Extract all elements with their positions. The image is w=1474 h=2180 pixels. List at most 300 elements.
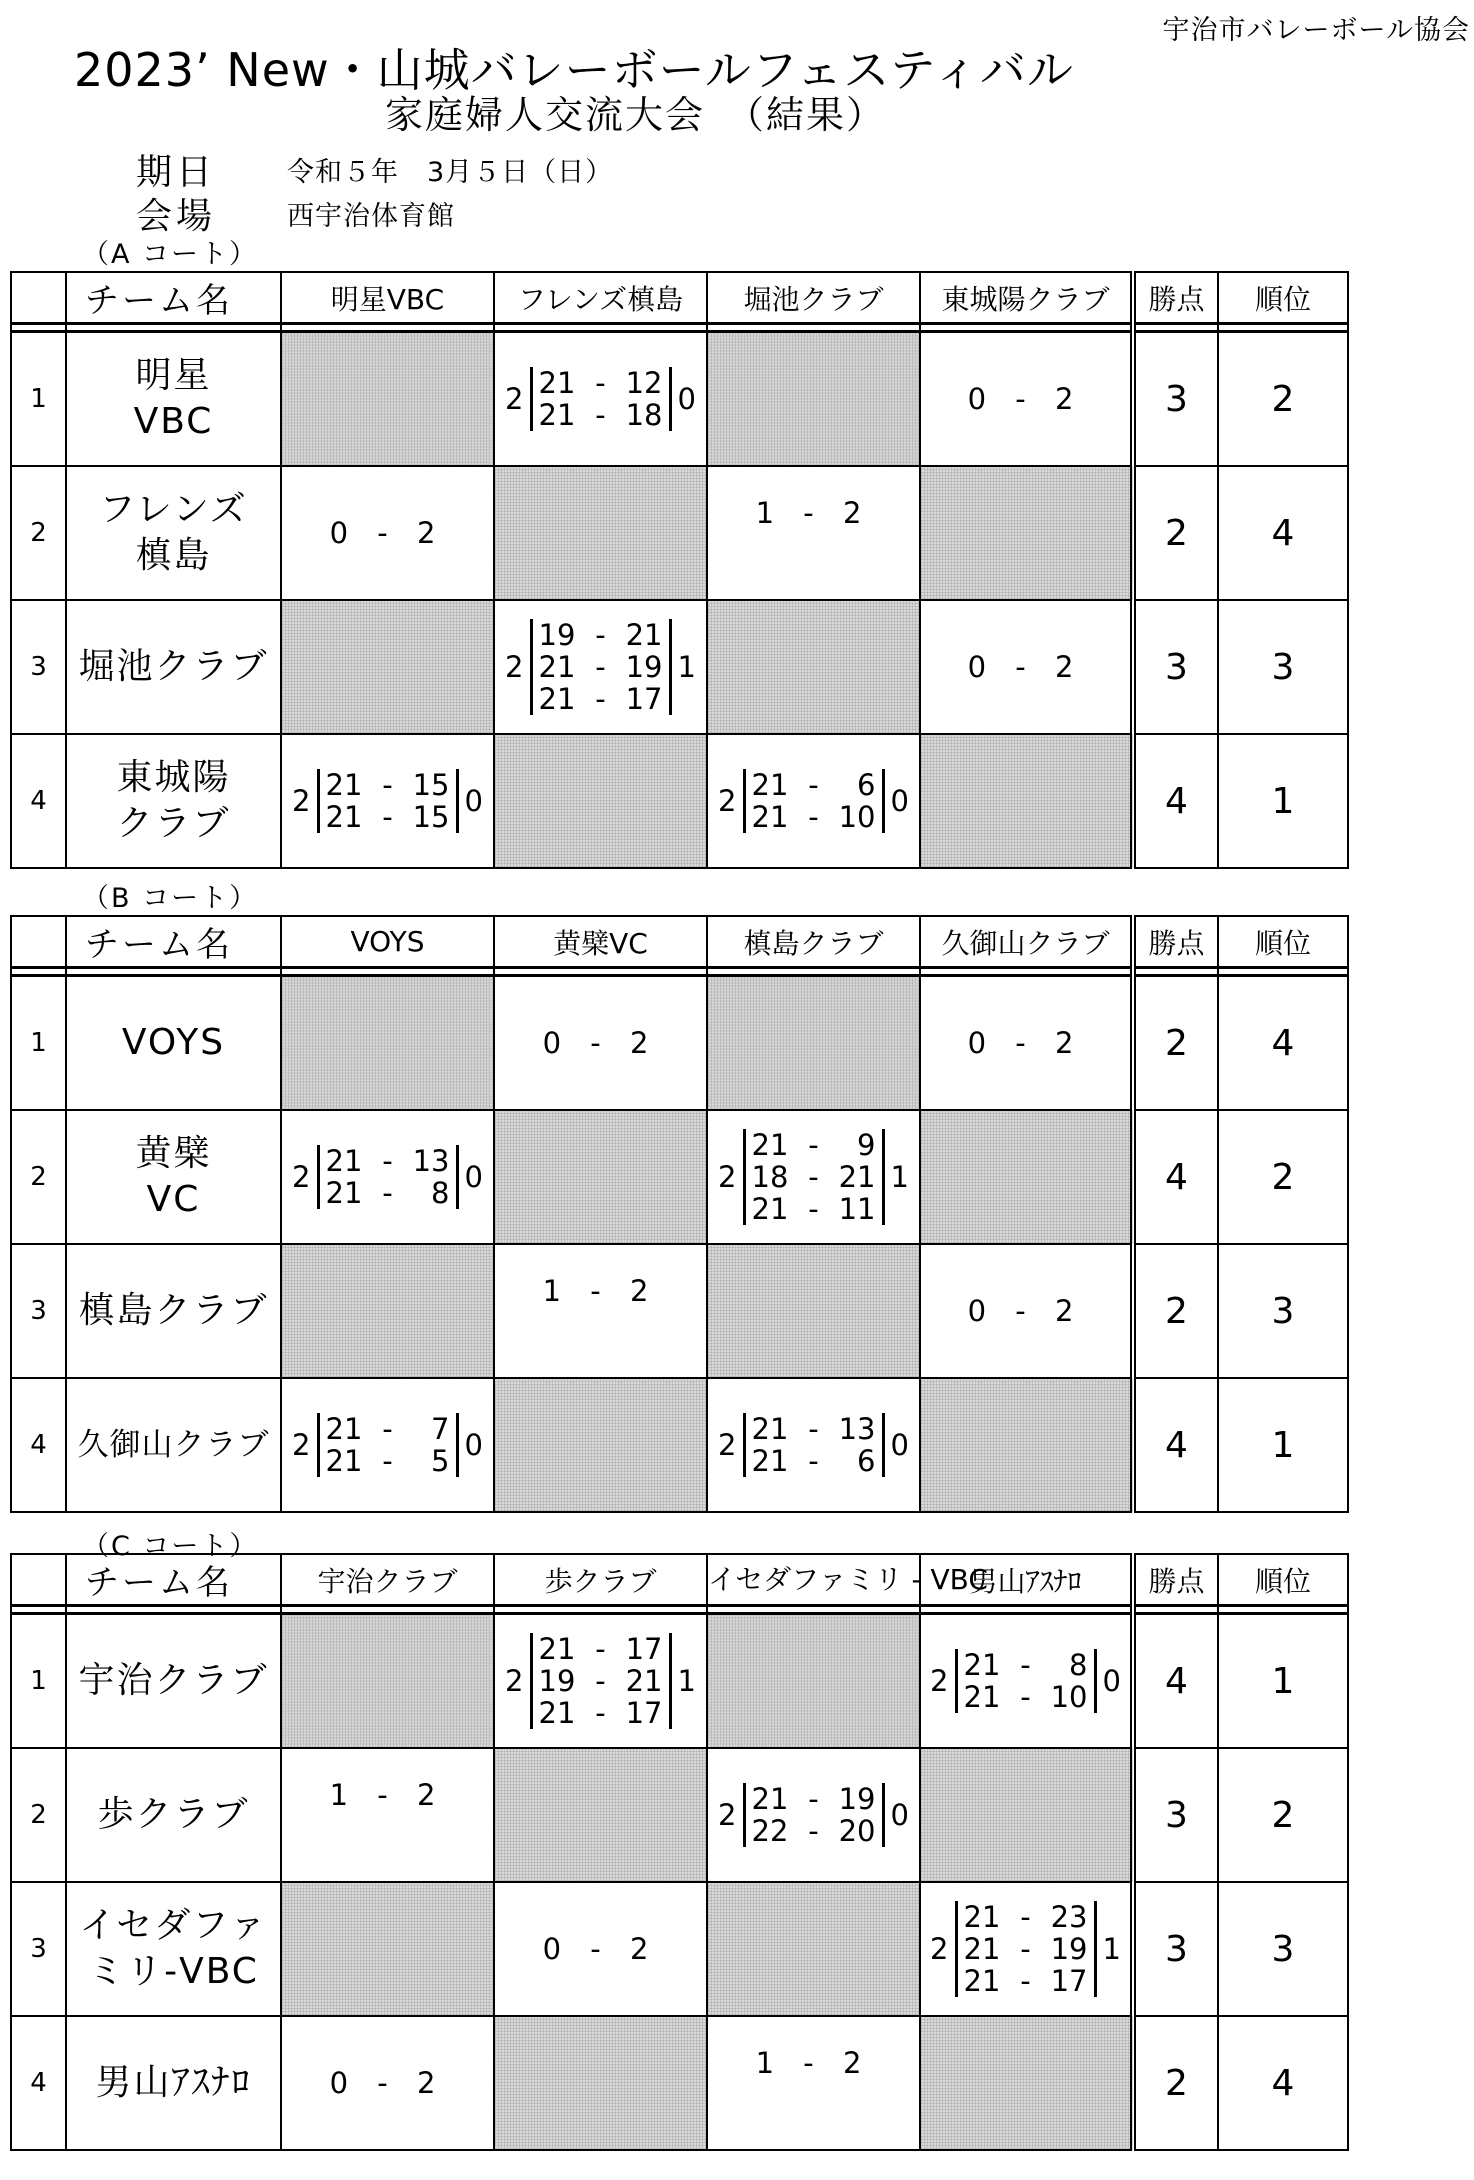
match-result-cell: [707, 1110, 920, 1244]
match-score: 0 - 2: [967, 382, 1084, 416]
team-name-line: 槙島: [135, 535, 212, 576]
row-number: 4: [11, 734, 66, 868]
set-dash: -: [595, 618, 606, 652]
rank-value: 1: [1218, 1614, 1348, 1749]
set-dash: -: [382, 768, 393, 802]
row-number: 2: [11, 466, 66, 600]
sets-lost: 0: [464, 1428, 483, 1462]
match-score: 0 - 2: [542, 1026, 659, 1060]
set-points: 11: [838, 1192, 876, 1226]
match-result-cell: [494, 1882, 707, 2016]
match-score: 1 - 2: [542, 1274, 659, 1308]
sets-won: 2: [505, 382, 524, 416]
set-score: [752, 1413, 876, 1445]
match-score: 0 - 2: [967, 650, 1084, 684]
set-score: [539, 651, 663, 683]
set-score: [752, 1193, 876, 1225]
rank-value: 2: [1218, 1748, 1348, 1882]
match-score: 1 - 2: [755, 2046, 872, 2080]
points-value: 4: [1133, 1110, 1218, 1244]
set-score: [326, 1177, 450, 1209]
header-corner: [11, 272, 66, 324]
page-title: 2023’ New・山城バレーボールフェスティバル: [74, 43, 1074, 97]
opponent-header: 久御山クラブ: [920, 916, 1133, 968]
set-score-block: [712, 1783, 915, 1847]
set-dash: -: [1020, 1648, 1031, 1682]
set-dash: -: [808, 1128, 819, 1162]
set-score-block: [286, 1145, 489, 1209]
row-number: 3: [11, 1882, 66, 2016]
set-dash: -: [595, 1696, 606, 1730]
sets-lost: 0: [890, 1428, 909, 1462]
set-points: 17: [1050, 1964, 1088, 1998]
rank-value: 2: [1218, 332, 1348, 467]
rank-value: 4: [1218, 2016, 1348, 2150]
set-list: [317, 1413, 459, 1477]
match-result-cell: [281, 734, 494, 868]
table-row: [11, 1110, 1348, 1244]
set-dash: -: [1020, 1680, 1031, 1714]
match-result-cell: [281, 1378, 494, 1512]
opponent-header: フレンズ槙島: [494, 272, 707, 324]
set-points: 15: [412, 800, 450, 834]
set-points: 21: [538, 1632, 576, 1666]
points-value: 2: [1133, 2016, 1218, 2150]
set-points: 21: [538, 398, 576, 432]
court-a-table: [10, 271, 1349, 869]
set-score-block: [286, 769, 489, 833]
team-name-line: イセダファ: [79, 1905, 268, 1946]
match-result-cell: [281, 1748, 494, 1882]
set-dash: -: [382, 800, 393, 834]
match-result-cell: [494, 1244, 707, 1378]
set-points: 13: [412, 1144, 450, 1178]
points-value: 3: [1133, 600, 1218, 734]
self-match-cell: [920, 1748, 1133, 1882]
match-score: 0 - 2: [542, 1932, 659, 1966]
rank-value: 4: [1218, 976, 1348, 1111]
self-match-cell: [281, 600, 494, 734]
team-name: [66, 600, 281, 734]
row-number: 2: [11, 1110, 66, 1244]
opponent-header: イセダファミリ - VBC: [707, 1554, 920, 1606]
set-score: [964, 1681, 1088, 1713]
sets-won: 2: [718, 1160, 737, 1194]
self-match-cell: [494, 1748, 707, 1882]
set-points: 21: [751, 1782, 789, 1816]
sets-lost: 0: [464, 784, 483, 818]
court-c-label: （C コート）: [82, 1531, 259, 1562]
self-match-cell: [707, 600, 920, 734]
set-score-block: [712, 1129, 915, 1225]
date-label: 期日: [136, 152, 217, 193]
team-name: [66, 1378, 281, 1512]
match-result-cell: [707, 1378, 920, 1512]
row-number: 2: [11, 1748, 66, 1882]
set-score: [539, 399, 663, 431]
set-dash: -: [808, 768, 819, 802]
table-row: [11, 734, 1348, 868]
header-row: [11, 1554, 1348, 1606]
match-result-cell: [707, 1748, 920, 1882]
opponent-header: 堀池クラブ: [707, 272, 920, 324]
row-number: 3: [11, 600, 66, 734]
set-dash: -: [808, 1412, 819, 1446]
team-name-line: 明星: [135, 355, 212, 396]
set-score: [326, 769, 450, 801]
match-result-cell: [281, 1110, 494, 1244]
team-name-line: VOYS: [121, 1022, 226, 1063]
set-score: [964, 1965, 1088, 1997]
team-name-line: クラブ: [116, 803, 231, 844]
set-points: 21: [838, 1160, 876, 1194]
match-result-cell: [494, 332, 707, 467]
set-list: [530, 619, 672, 715]
set-list: [530, 1633, 672, 1729]
set-points: 21: [751, 1192, 789, 1226]
team-name-header: チーム名: [66, 1554, 281, 1606]
self-match-cell: [920, 2016, 1133, 2150]
match-result-cell: [920, 976, 1133, 1111]
team-name: [66, 1244, 281, 1378]
opponent-header: 槙島クラブ: [707, 916, 920, 968]
set-points: 17: [625, 682, 663, 716]
set-score: [964, 1901, 1088, 1933]
set-dash: -: [808, 1192, 819, 1226]
set-dash: -: [808, 1160, 819, 1194]
match-result-cell: [494, 600, 707, 734]
self-match-cell: [494, 734, 707, 868]
team-name: [66, 1614, 281, 1749]
self-match-cell: [920, 466, 1133, 600]
set-score: [964, 1649, 1088, 1681]
team-name-line: 東城陽: [116, 757, 231, 798]
team-name: [66, 466, 281, 600]
self-match-cell: [494, 2016, 707, 2150]
team-name-line: 久御山クラブ: [77, 1427, 270, 1463]
match-score: 0 - 2: [967, 1294, 1084, 1328]
sets-won: 2: [505, 1664, 524, 1698]
row-number: 3: [11, 1244, 66, 1378]
set-dash: -: [808, 1814, 819, 1848]
set-list: [743, 1783, 885, 1847]
set-points: 21: [325, 1144, 363, 1178]
match-result-cell: [494, 1614, 707, 1749]
match-result-cell: [707, 734, 920, 868]
set-dash: -: [595, 398, 606, 432]
rank-header: 順位: [1218, 916, 1348, 968]
rank-value: 2: [1218, 1110, 1348, 1244]
team-name-line: フレンズ: [99, 489, 248, 530]
rank-header: 順位: [1218, 1554, 1348, 1606]
set-points: 10: [838, 800, 876, 834]
points-value: 4: [1133, 1614, 1218, 1749]
set-dash: -: [1020, 1932, 1031, 1966]
date-value: 令和５年 3月５日（日）: [287, 157, 614, 188]
self-match-cell: [707, 332, 920, 467]
set-points: 21: [751, 1444, 789, 1478]
self-match-cell: [707, 1614, 920, 1749]
set-points: 8: [1069, 1648, 1088, 1682]
set-score: [964, 1933, 1088, 1965]
set-dash: -: [808, 1444, 819, 1478]
match-result-cell: [920, 600, 1133, 734]
points-value: 3: [1133, 1882, 1218, 2016]
row-number: 1: [11, 1614, 66, 1749]
rank-value: 4: [1218, 466, 1348, 600]
set-points: 6: [857, 768, 876, 802]
set-points: 21: [751, 1412, 789, 1446]
match-result-cell: [707, 466, 920, 600]
sets-lost: 1: [677, 650, 696, 684]
points-value: 2: [1133, 1244, 1218, 1378]
set-list: [317, 1145, 459, 1209]
set-dash: -: [595, 650, 606, 684]
set-score: [539, 367, 663, 399]
court-a-label: （A コート）: [82, 239, 259, 270]
set-score-block: [924, 1649, 1127, 1713]
match-result-cell: [920, 1244, 1133, 1378]
self-match-cell: [494, 1110, 707, 1244]
set-dash: -: [382, 1412, 393, 1446]
sets-lost: 0: [1102, 1664, 1121, 1698]
row-number: 4: [11, 1378, 66, 1512]
team-name-line: VBC: [133, 401, 214, 442]
team-name-header: チーム名: [66, 272, 281, 324]
sets-won: 2: [292, 784, 311, 818]
set-score-block: [924, 1901, 1127, 1997]
sets-lost: 0: [890, 1798, 909, 1832]
set-points: 21: [625, 1664, 663, 1698]
opponent-header: 東城陽クラブ: [920, 272, 1133, 324]
set-score-block: [499, 367, 702, 431]
set-dash: -: [595, 1664, 606, 1698]
sets-won: 2: [930, 1664, 949, 1698]
match-result-cell: [707, 2016, 920, 2150]
set-list: [743, 1129, 885, 1225]
set-points: 10: [1050, 1680, 1088, 1714]
points-header: 勝点: [1133, 272, 1218, 324]
sets-won: 2: [718, 784, 737, 818]
set-score-block: [712, 1413, 915, 1477]
self-match-cell: [920, 1110, 1133, 1244]
set-score: [326, 1413, 450, 1445]
set-points: 20: [838, 1814, 876, 1848]
set-points: 21: [963, 1964, 1001, 1998]
set-dash: -: [595, 1632, 606, 1666]
sets-won: 2: [292, 1428, 311, 1462]
team-name: [66, 2016, 281, 2150]
sets-won: 2: [505, 650, 524, 684]
rank-header: 順位: [1218, 272, 1348, 324]
set-points: 21: [538, 366, 576, 400]
table-row: [11, 466, 1348, 600]
venue-label: 会場: [136, 196, 217, 237]
team-name-line: 男山ｱｽﾅﾛ: [95, 2062, 252, 2103]
match-score: 0 - 2: [329, 2066, 446, 2100]
team-name: [66, 1882, 281, 2016]
points-value: 2: [1133, 466, 1218, 600]
set-points: 21: [963, 1648, 1001, 1682]
set-points: 21: [963, 1932, 1001, 1966]
set-dash: -: [1020, 1900, 1031, 1934]
set-points: 21: [625, 618, 663, 652]
set-points: 19: [538, 1664, 576, 1698]
set-score: [539, 1633, 663, 1665]
set-points: 21: [751, 768, 789, 802]
header-row: [11, 272, 1348, 324]
opponent-header: VOYS: [281, 916, 494, 968]
match-score: 0 - 2: [967, 1026, 1084, 1060]
header-row: [11, 916, 1348, 968]
self-match-cell: [707, 1882, 920, 2016]
match-result-cell: [494, 976, 707, 1111]
match-score: 0 - 2: [329, 516, 446, 550]
set-score-block: [499, 619, 702, 715]
set-points: 21: [325, 1412, 363, 1446]
set-dash: -: [382, 1144, 393, 1178]
sets-won: 2: [930, 1932, 949, 1966]
opponent-header: 宇治クラブ: [281, 1554, 494, 1606]
court-c-table: [10, 1553, 1349, 2151]
set-points: 13: [838, 1412, 876, 1446]
row-number: 1: [11, 332, 66, 467]
set-points: 19: [538, 618, 576, 652]
team-name-line: 堀池クラブ: [78, 646, 269, 687]
self-match-cell: [281, 332, 494, 467]
set-dash: -: [595, 366, 606, 400]
rank-value: 1: [1218, 734, 1348, 868]
self-match-cell: [494, 466, 707, 600]
points-value: 2: [1133, 976, 1218, 1111]
table-row: [11, 600, 1348, 734]
match-result-cell: [281, 2016, 494, 2150]
self-match-cell: [920, 1378, 1133, 1512]
set-dash: -: [382, 1444, 393, 1478]
set-points: 21: [538, 682, 576, 716]
set-points: 12: [625, 366, 663, 400]
self-match-cell: [707, 1244, 920, 1378]
set-points: 21: [325, 1176, 363, 1210]
self-match-cell: [920, 734, 1133, 868]
sets-lost: 0: [890, 784, 909, 818]
set-points: 23: [1050, 1900, 1088, 1934]
set-points: 21: [325, 768, 363, 802]
set-points: 7: [431, 1412, 450, 1446]
set-list: [955, 1901, 1097, 1997]
points-value: 4: [1133, 734, 1218, 868]
opponent-header: 歩クラブ: [494, 1554, 707, 1606]
points-header: 勝点: [1133, 1554, 1218, 1606]
rank-value: 3: [1218, 1882, 1348, 2016]
points-header: 勝点: [1133, 916, 1218, 968]
match-result-cell: [920, 1882, 1133, 2016]
set-points: 21: [538, 650, 576, 684]
self-match-cell: [707, 976, 920, 1111]
match-result-cell: [920, 332, 1133, 467]
page-subtitle: 家庭婦人交流大会 （結果）: [385, 93, 887, 137]
set-points: 21: [963, 1900, 1001, 1934]
set-points: 17: [625, 1632, 663, 1666]
set-list: [743, 1413, 885, 1477]
set-list: [317, 769, 459, 833]
set-dash: -: [808, 1782, 819, 1816]
sets-lost: 1: [677, 1664, 696, 1698]
self-match-cell: [281, 976, 494, 1111]
points-value: 4: [1133, 1378, 1218, 1512]
table-row: [11, 1244, 1348, 1378]
rank-value: 3: [1218, 1244, 1348, 1378]
team-name: [66, 976, 281, 1111]
table-row: [11, 1748, 1348, 1882]
points-value: 3: [1133, 1748, 1218, 1882]
set-points: 21: [538, 1696, 576, 1730]
set-score: [752, 1815, 876, 1847]
points-value: 3: [1133, 332, 1218, 467]
opponent-header: 黄檗VC: [494, 916, 707, 968]
set-score: [539, 683, 663, 715]
sets-lost: 1: [890, 1160, 909, 1194]
set-points: 21: [751, 800, 789, 834]
set-points: 5: [431, 1444, 450, 1478]
table-row: [11, 1882, 1348, 2016]
sets-lost: 0: [464, 1160, 483, 1194]
set-points: 15: [412, 768, 450, 802]
set-points: 19: [1050, 1932, 1088, 1966]
set-points: 21: [751, 1128, 789, 1162]
set-list: [955, 1649, 1097, 1713]
set-points: 9: [857, 1128, 876, 1162]
court-b-label: （B コート）: [82, 883, 259, 914]
venue-value: 西宇治体育館: [287, 201, 455, 232]
set-score-block: [712, 769, 915, 833]
team-name: [66, 734, 281, 868]
set-score-block: [499, 1633, 702, 1729]
set-score: [752, 769, 876, 801]
self-match-cell: [281, 1244, 494, 1378]
match-result-cell: [920, 1614, 1133, 1749]
sets-lost: 0: [677, 382, 696, 416]
set-score: [752, 801, 876, 833]
set-score: [752, 1161, 876, 1193]
set-dash: -: [382, 1176, 393, 1210]
set-points: 21: [325, 1444, 363, 1478]
set-points: 19: [838, 1782, 876, 1816]
set-points: 8: [431, 1176, 450, 1210]
sets-won: 2: [718, 1428, 737, 1462]
set-score: [326, 1145, 450, 1177]
set-points: 22: [751, 1814, 789, 1848]
match-score: 1 - 2: [329, 1778, 446, 1812]
team-name-line: VC: [146, 1179, 201, 1220]
self-match-cell: [494, 1378, 707, 1512]
rank-value: 1: [1218, 1378, 1348, 1512]
row-number: 1: [11, 976, 66, 1111]
team-name-line: 歩クラブ: [97, 1794, 250, 1835]
table-row: [11, 976, 1348, 1111]
table-row: [11, 332, 1348, 467]
team-name-line: 黄檗: [135, 1133, 212, 1174]
set-points: 19: [625, 650, 663, 684]
table-row: [11, 1614, 1348, 1749]
set-points: 18: [751, 1160, 789, 1194]
self-match-cell: [281, 1882, 494, 2016]
team-name-header: チーム名: [66, 916, 281, 968]
set-dash: -: [1020, 1964, 1031, 1998]
team-name: [66, 332, 281, 467]
header-corner: [11, 916, 66, 968]
table-row: [11, 2016, 1348, 2150]
